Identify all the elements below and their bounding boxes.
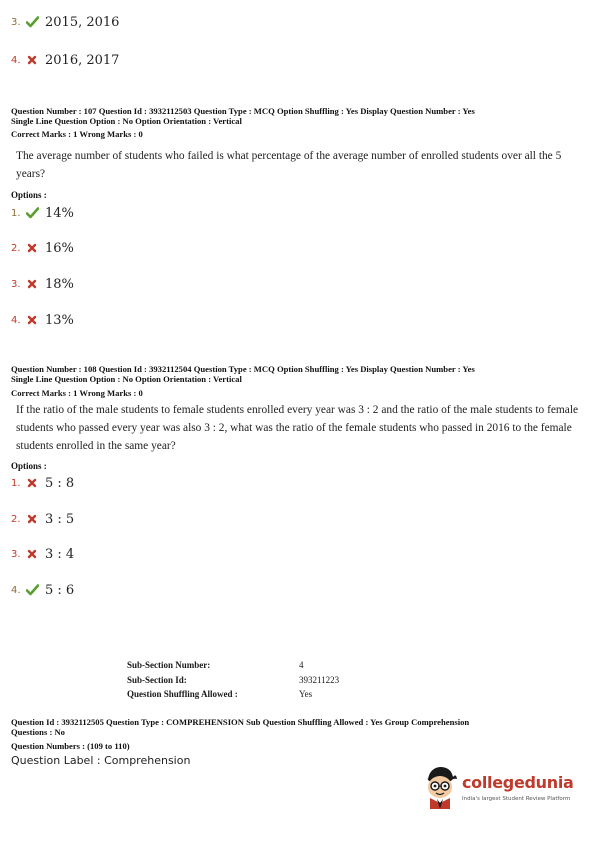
cross-icon — [25, 313, 39, 327]
subsection-number-value: 4 — [299, 660, 304, 670]
question-meta-line: Single Line Question Option : No Option Orientation : Vertical — [11, 374, 242, 384]
question-text: The average number of students who failed is what percentage of the average number of enrolled students over all the 5 years? — [16, 150, 562, 180]
option-item — [11, 544, 74, 564]
option-item — [11, 203, 74, 223]
option-item — [11, 473, 74, 493]
subsection-id-label: Sub-Section Id: — [127, 675, 187, 685]
option-text: 5 : 6 — [45, 582, 75, 598]
option-number: 3. — [11, 16, 21, 28]
cross-icon — [25, 512, 39, 526]
option-item — [11, 12, 119, 32]
option-number: 3. — [11, 548, 21, 560]
option-text: 14% — [45, 205, 74, 221]
cross-icon — [25, 53, 39, 67]
cross-icon — [25, 277, 39, 291]
question-header — [11, 364, 586, 384]
option-number: 2. — [11, 242, 21, 254]
question-label: Question Label : Comprehension — [11, 754, 191, 767]
option-text: 13% — [45, 312, 74, 328]
option-text: 3 : 4 — [45, 546, 75, 562]
options-label: Options : — [11, 190, 47, 200]
question-meta-line: Question Number : 107 Question Id : 3932112503 Question Type : MCQ Option Shuffling : Yes Display Question Number : Yes — [11, 106, 475, 116]
subsection-number-label: Sub-Section Number: — [127, 660, 211, 670]
question-meta-line: Single Line Question Option : No Option Orientation : Vertical — [11, 116, 242, 126]
check-icon — [25, 206, 39, 220]
subsection-shuffle-label: Question Shuffling Allowed : — [127, 689, 238, 699]
check-icon — [25, 15, 39, 29]
question-meta-line: Questions : No — [11, 727, 65, 737]
options-label: Options : — [11, 461, 47, 471]
question-meta-line: Question Id : 3932112505 Question Type : COMPREHENSION Sub Question Shuffling Allowed : Yes Group Comprehension — [11, 717, 470, 727]
question-text: If the ratio of the male students to female students enrolled every year was 3 : 2 and the ratio of the male students to female students who passed every year was also 3 : 2, what was the ratio of the female students who passed in 2016 to the female students enrolled in the same year? — [16, 404, 579, 452]
collegedunia-logo — [420, 765, 585, 813]
comprehension-header — [11, 717, 586, 737]
option-number: 2. — [11, 513, 21, 525]
option-text: 2016, 2017 — [45, 52, 120, 68]
question-marks: Correct Marks : 1 Wrong Marks : 0 — [11, 388, 143, 398]
cross-icon — [25, 476, 39, 490]
question-numbers: Question Numbers : (109 to 110) — [11, 741, 130, 751]
option-number: 3. — [11, 278, 21, 290]
option-item — [11, 580, 74, 600]
option-item — [11, 274, 74, 294]
student-mascot-icon — [420, 765, 460, 811]
cross-icon — [25, 241, 39, 255]
subsection-id-value: 393211223 — [299, 675, 340, 685]
option-number: 1. — [11, 207, 21, 219]
option-text: 5 : 8 — [45, 475, 75, 491]
brand-tagline: India's largest Student Review Platform — [462, 796, 571, 802]
option-item — [11, 509, 74, 529]
subsection-shuffle-value: Yes — [299, 689, 313, 699]
option-text: 16% — [45, 240, 74, 256]
question-meta-line: Question Number : 108 Question Id : 3932112504 Question Type : MCQ Option Shuffling : Yes Display Question Number : Yes — [11, 364, 475, 374]
option-text: 3 : 5 — [45, 511, 75, 527]
option-text: 18% — [45, 276, 74, 292]
cross-icon — [25, 547, 39, 561]
option-number: 4. — [11, 54, 21, 66]
check-icon — [25, 583, 39, 597]
option-text: 2015, 2016 — [45, 14, 120, 30]
option-number: 4. — [11, 584, 21, 596]
option-item — [11, 238, 74, 258]
option-item — [11, 50, 119, 70]
brand-name: collegedunia — [462, 773, 574, 792]
question-header — [11, 106, 586, 126]
question-marks: Correct Marks : 1 Wrong Marks : 0 — [11, 129, 143, 139]
option-number: 1. — [11, 477, 21, 489]
option-number: 4. — [11, 314, 21, 326]
option-item — [11, 310, 74, 330]
